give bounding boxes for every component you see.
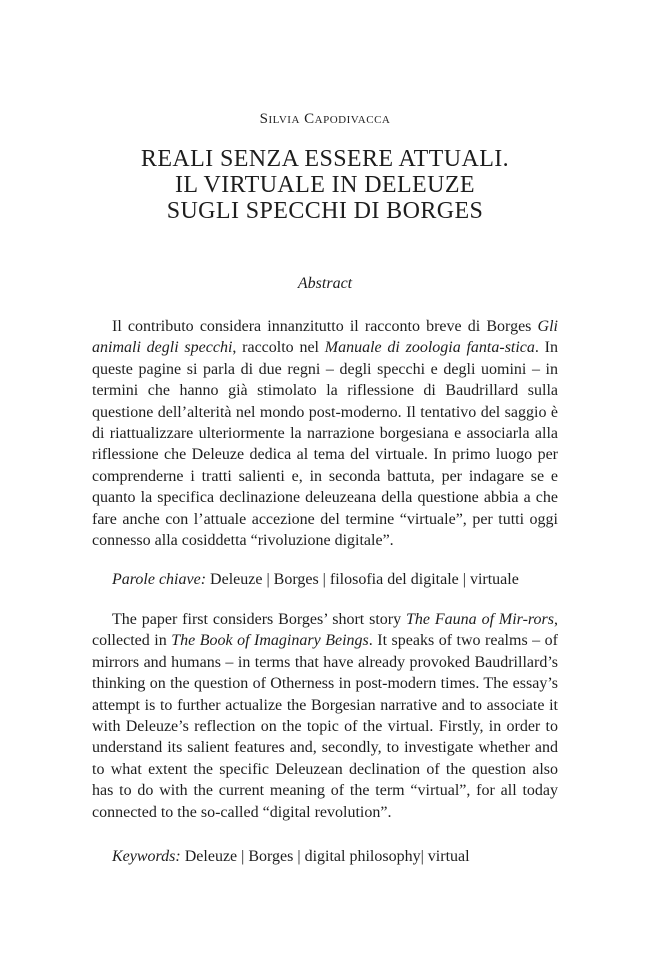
keywords-it-label: Parole chiave: [112,571,207,588]
keywords-en-label: Keywords: [112,848,181,865]
abstract-en-text-3: . It speaks of two realms – of mirrors and humans – in terms that have already provoked Baudrillard’s thinking on the question of Otherness in post-modern times. The essay’s attempt is to further actualize the Borgesian narrative and to associate it with Deleuze’s reflection on the topic of the virtual. Firstly, in order to understand its salient features and, secondly, to investigate whether and to what extent the specific Deleuzean declination of the question also has to do with the current meaning of the term “virtual”, for all today connected to the so-called “digital revolution”. [92,632,559,821]
keywords-en-list: Deleuze | Borges | digital philosophy| virtual [180,848,470,865]
abstract-en-text-1: The paper first considers Borges’ short story [112,611,407,628]
abstract-en-text-2: , collected in [92,611,558,650]
keywords-italian-line [92,569,558,590]
abstract-en-italic-title-1: The Fauna of Mir-rors [406,611,554,628]
abstract-heading: Abstract [297,275,353,292]
title-line-3: SUGLI SPECCHI DI BORGES [166,198,484,224]
abstract-it-text-3: . In queste pagine si parla di due regni – degli specchi e degli uomini – in termini che hanno già stimolato la riflessione di Baudrillard sulla questione dell’alterità nel mondo post-moderno. Il tentativo del saggio è di riattualizzare ulteriormente la narrazione borgesiana e associarla alla riflessione che Deleuze dedica al tema del virtuale. In primo luogo per comprenderne i tratti salienti e, in seconda battuta, per indagare se e quanto la specifica declinazione deleuzeana della questione abbia a che fare anche con l’attuale accezione del termine “virtuale”, per tutti oggi connesso alla cosiddetta “rivoluzione digitale”. [92,339,559,550]
abstract-en-italic-title-2: The Book of Imaginary Beings [171,632,369,650]
keywords-it-list: Deleuze | Borges | filosofia del digitale | virtuale [206,571,519,588]
title-line-1: REALI SENZA ESSERE ATTUALI. [140,146,510,172]
keywords-english-line [92,846,558,867]
abstract-english-paragraph [92,609,558,823]
abstract-it-text-1: Il contributo considera innanzitutto il racconto breve di Borges [112,318,538,335]
abstract-it-italic-title-2: Manuale di zoologia fanta-stica [324,339,535,357]
abstract-english [92,609,558,823]
abstract-it-text-2: , raccolto nel [232,339,325,357]
keywords-english [92,846,558,867]
keywords-italian [92,569,558,590]
paper-title [0,146,650,224]
abstract-italian-paragraph [92,316,558,551]
title-line-2: IL VIRTUALE IN DELEUZE [175,172,475,198]
abstract-it-italic-title-1: Gli animali degli specchi [92,318,558,357]
author-name: Silvia Capodivacca [259,111,391,127]
abstract-italian [92,316,558,551]
